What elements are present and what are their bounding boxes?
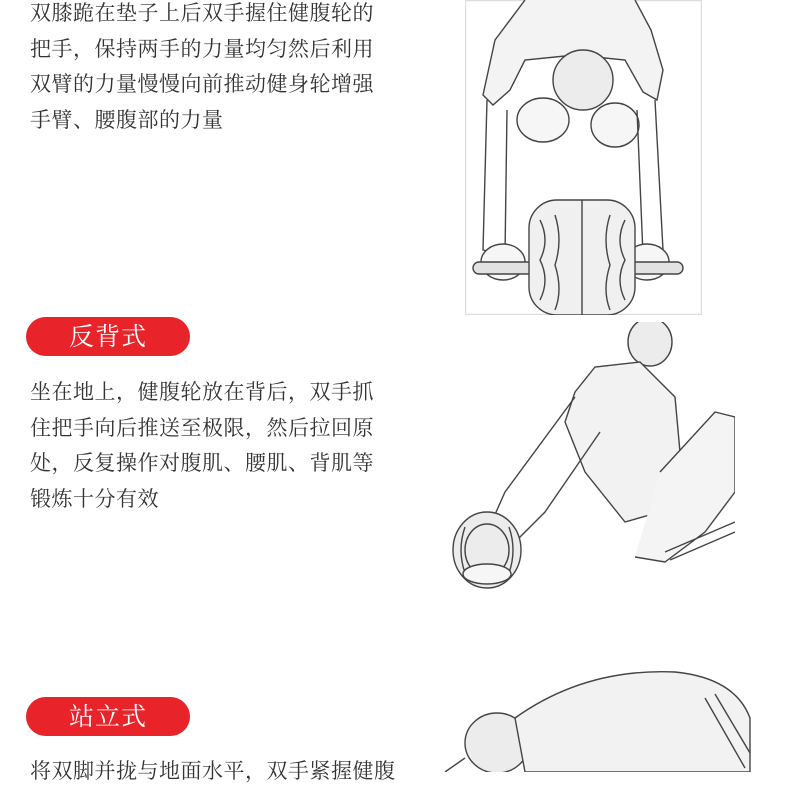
kneeling-ab-roller-illustration	[465, 0, 702, 315]
reverse-back-title-badge: 反背式	[26, 317, 190, 356]
kneeling-description: 双膝跪在垫子上后双手握住健腹轮的 把手，保持两手的力量均匀然后利用 双臂的力量慢慢向前推动健身轮增强 手臂、腰腹部的力量	[30, 1, 374, 132]
standing-title-badge: 站立式	[26, 697, 190, 736]
reverse-back-ab-roller-illustration	[425, 322, 735, 590]
reverse-back-description: 坐在地上，健腹轮放在背后，双手抓 住把手向后推送至极限，然后拉回原 处，反复操作对腹肌、腰肌、背肌等 锻炼十分有效	[30, 380, 374, 511]
standing-description: 将双脚并拢与地面水平，双手紧握健腹	[30, 759, 396, 783]
standing-ab-roller-illustration	[405, 658, 763, 772]
